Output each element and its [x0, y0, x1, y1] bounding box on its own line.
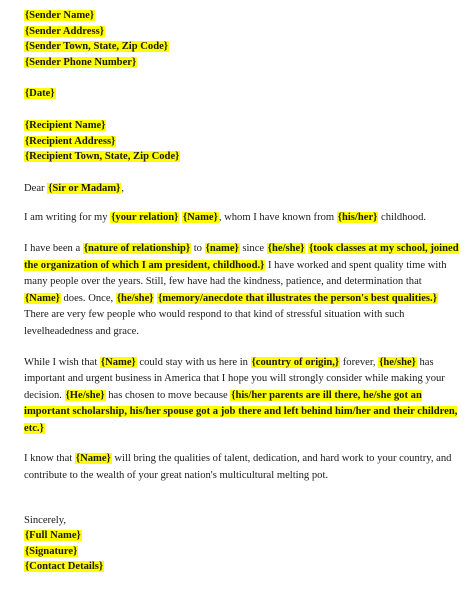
field-anecdote: {memory/anecdote that illustrates the person's best qualities.} — [158, 292, 437, 304]
recipient-address: {Recipient Address} — [25, 135, 116, 147]
field-name: {Name} — [25, 292, 60, 304]
field-name: {name} — [205, 242, 239, 254]
closing-signature: {Signature} — [25, 545, 78, 557]
field-nature-of-relationship: {nature of relationship} — [83, 242, 191, 254]
paragraph-3: While I wish that {Name} could stay with us here in {country of origin,} forever, {he/she} has important and urgent business in America that I hope you will strongly consider while making your decision. {He/she} has chosen to move because {his/her parents are ill there, he/she got an important scholarship, his/her spouse got a job there and left behind him/her and their children, etc.} — [24, 356, 458, 434]
salutation-name: {Sir or Madam} — [48, 182, 121, 194]
closing-block — [24, 513, 460, 575]
paragraph-2: I have been a {nature of relationship} to {name} since {he/she} {took classes at my school, joined the organization of which I am president, childhood.} I have worked and spent quality time with many people over the years. Still, few have had the kindness, patience, and determination that {Name} does. Once, {he/she} {memory/anecdote that illustrates the person's best qualities.} There are very few people who would respond to that kind of stressful situation with such levelheadedness and grace. — [24, 242, 459, 337]
closing-full-name: {Full Name} — [25, 530, 81, 542]
sender-town: {Sender Town, State, Zip Code} — [25, 41, 168, 53]
salutation: Dear {Sir or Madam}, — [24, 182, 124, 194]
field-he-she: {he/she} — [379, 356, 416, 368]
field-name: {Name} — [100, 356, 136, 368]
field-context: {took classes at my school, joined the organization of which I am president, childhood.} — [24, 242, 459, 271]
field-your-relation: {your relation} — [111, 212, 179, 224]
field-name: {Name} — [182, 212, 218, 224]
date-line — [24, 86, 460, 102]
paragraph-4: I know that {Name} will bring the qualities of talent, dedication, and hard work to your country, and contribute to the wealth of your great nation's multicultural melting pot. — [24, 453, 452, 482]
sender-name: {Sender Name} — [25, 10, 95, 21]
date-field: {Date} — [25, 88, 55, 100]
field-his-her: {his/her} — [337, 212, 378, 224]
closing-contact: {Contact Details} — [25, 561, 104, 573]
field-he-she: {He/she} — [65, 389, 105, 401]
closing-word: Sincerely, — [24, 514, 66, 526]
sender-address: {Sender Address} — [25, 25, 104, 37]
field-he-she: {he/she} — [267, 242, 305, 254]
recipient-block — [24, 118, 460, 165]
recipient-name: {Recipient Name} — [25, 119, 106, 131]
field-name: {Name} — [75, 453, 111, 465]
paragraph-1: I am writing for my {your relation} {Name}, whom I have known from {his/her} childhood. — [24, 212, 427, 224]
recipient-town: {Recipient Town, State, Zip Code} — [25, 151, 180, 163]
sender-block — [24, 8, 460, 70]
field-reason: {his/her parents are ill there, he/she got an important scholarship, his/her spouse got a job there and left behind him/her and their children, etc.} — [24, 389, 458, 434]
field-he-she: {he/she} — [116, 292, 154, 304]
field-country-of-origin: {country of origin,} — [251, 356, 340, 368]
sender-phone: {Sender Phone Number} — [25, 56, 137, 68]
